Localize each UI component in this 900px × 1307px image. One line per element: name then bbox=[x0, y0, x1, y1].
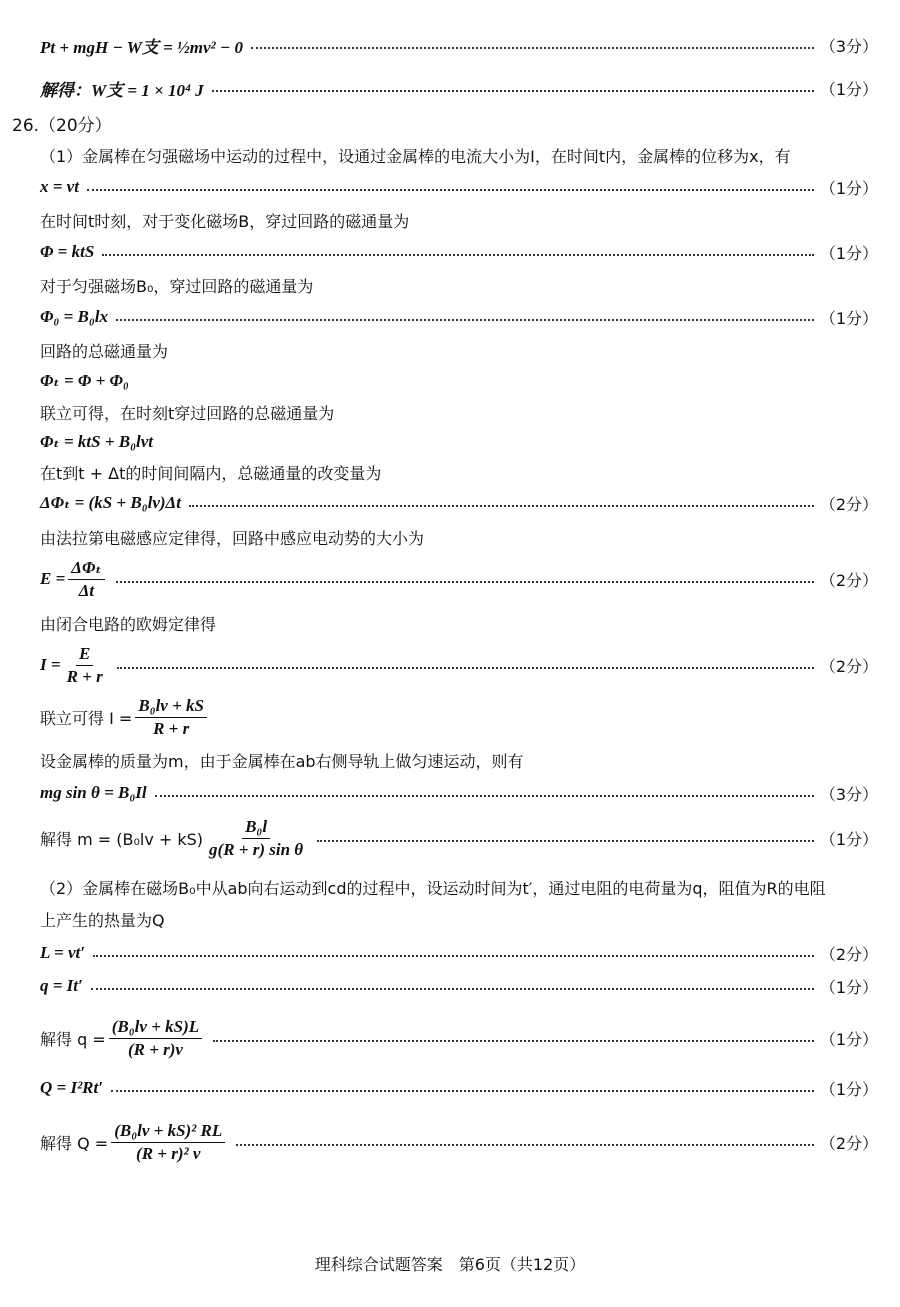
equation-phit bbox=[40, 369, 878, 393]
equation-Q-text: Q = I²Rt′ bbox=[40, 1078, 104, 1097]
combine-text: 联立可得，在时刻t穿过回路的总磁通量为 bbox=[40, 403, 335, 423]
score: （1分） bbox=[819, 178, 878, 198]
score: （2分） bbox=[819, 944, 878, 964]
fraction-Q bbox=[111, 1121, 225, 1164]
fraction-numerator: B₀l bbox=[242, 817, 270, 839]
ohm-line bbox=[40, 611, 878, 635]
equation-L bbox=[40, 941, 878, 965]
score: （2分） bbox=[819, 494, 878, 514]
faraday-line bbox=[40, 525, 878, 549]
mass-line bbox=[40, 748, 878, 772]
b0-text: 对于匀强磁场B₀，穿过回路的磁通量为 bbox=[40, 276, 314, 296]
solution-Q-left: 解得 Q = bbox=[40, 1133, 109, 1153]
fraction-numerator: E bbox=[76, 644, 93, 666]
mass-text: 设金属棒的质量为m，由于金属棒在ab右侧导轨上做匀速运动，则有 bbox=[40, 751, 524, 771]
score: （3分） bbox=[819, 784, 878, 804]
b0-text-line bbox=[40, 273, 878, 297]
faraday-text: 由法拉第电磁感应定律得，回路中感应电动势的大小为 bbox=[40, 528, 425, 548]
fraction-m bbox=[206, 817, 306, 860]
equation-energy bbox=[40, 30, 878, 60]
total-flux-text: 回路的总磁通量为 bbox=[40, 341, 169, 361]
equation-Q bbox=[40, 1076, 878, 1100]
time-moment-text-line bbox=[40, 208, 878, 232]
dot-leader bbox=[91, 988, 814, 990]
score: （2分） bbox=[819, 656, 878, 676]
score: （1分） bbox=[819, 308, 878, 328]
solution-m-left: 解得 m = (B₀lv + kS) bbox=[40, 829, 204, 849]
equation-q-text: q = It′ bbox=[40, 976, 83, 995]
part2-intro1-text: （2）金属棒在磁场B₀中从ab向右运动到cd的过程中，设运动时间为t′，通过电阻的电荷量为q，阻值为R的电阻 bbox=[40, 878, 826, 898]
dot-leader bbox=[212, 90, 814, 92]
dot-leader bbox=[111, 1090, 814, 1092]
dot-leader bbox=[213, 1040, 814, 1042]
score: （2分） bbox=[819, 1133, 878, 1153]
dot-leader bbox=[102, 254, 814, 256]
equation-i-combined bbox=[40, 694, 878, 740]
energy-equation-text: Pt + mgH − W支 = ½mv² − 0 bbox=[40, 37, 243, 57]
score: （3分） bbox=[819, 36, 878, 56]
solution-wf-text: 解得：W支 = 1 × 10⁴ J bbox=[40, 80, 204, 100]
equation-phi0 bbox=[40, 305, 878, 329]
score: （1分） bbox=[819, 829, 878, 849]
equation-phi-text: Φ = ktS bbox=[40, 242, 95, 261]
fraction-numerator: (B₀lv + kS)² RL bbox=[111, 1121, 225, 1143]
part2-intro2 bbox=[40, 907, 878, 931]
dot-leader bbox=[251, 47, 814, 49]
fraction-denominator: g(R + r) sin θ bbox=[209, 839, 304, 859]
equation-mg bbox=[40, 781, 878, 805]
equation-phi bbox=[40, 240, 878, 264]
equation-dphi-text: ΔΦₜ = (kS + B₀lv)Δt bbox=[40, 493, 181, 512]
fraction-i bbox=[64, 644, 106, 687]
fraction-i-combined bbox=[135, 696, 207, 739]
equation-e bbox=[40, 556, 878, 602]
ohm-text: 由闭合电路的欧姆定律得 bbox=[40, 614, 217, 634]
dot-leader bbox=[116, 581, 814, 583]
part1-intro bbox=[40, 143, 878, 167]
score: （1分） bbox=[819, 1029, 878, 1049]
solution-q bbox=[40, 1012, 878, 1064]
fraction-denominator: R + r bbox=[66, 666, 103, 686]
dt-line bbox=[40, 460, 878, 484]
dot-leader bbox=[117, 667, 814, 669]
solution-Q bbox=[40, 1114, 878, 1170]
equation-L-text: L = vt′ bbox=[40, 943, 85, 962]
fraction-denominator: Δt bbox=[78, 580, 95, 600]
dot-leader bbox=[317, 840, 814, 842]
dot-leader bbox=[155, 795, 814, 797]
equation-i bbox=[40, 642, 878, 688]
fraction-denominator: (R + r)v bbox=[127, 1039, 183, 1059]
score: （1分） bbox=[819, 1079, 878, 1099]
fraction-numerator: ΔΦₜ bbox=[68, 558, 104, 580]
equation-x-text: x = vt bbox=[40, 177, 79, 196]
fraction-denominator: (R + r)² v bbox=[136, 1143, 201, 1163]
equation-phi0-text: Φ₀ = B₀lx bbox=[40, 307, 109, 326]
dot-leader bbox=[116, 319, 814, 321]
score: （1分） bbox=[819, 79, 878, 99]
part2-intro2-text: 上产生的热量为Q bbox=[40, 910, 165, 930]
equation-x bbox=[40, 175, 878, 199]
solution-m bbox=[40, 814, 878, 862]
question-header: 26.（20分） bbox=[12, 116, 112, 136]
dt-text: 在t到t + Δt的时间间隔内，总磁通量的改变量为 bbox=[40, 463, 382, 483]
equation-dphi bbox=[40, 491, 878, 515]
page-footer: 理科综合试题答案 第6页（共12页） bbox=[314, 1255, 586, 1274]
fraction-numerator: (B₀lv + kS)L bbox=[109, 1017, 202, 1039]
equation-i-left: I = bbox=[40, 655, 61, 674]
combine-line bbox=[40, 400, 878, 424]
dot-leader bbox=[189, 505, 814, 507]
solution-wf bbox=[40, 76, 878, 100]
equation-i-combined-left: 联立可得 I = bbox=[40, 708, 133, 728]
equation-e-left: E = bbox=[40, 569, 66, 588]
part2-intro1 bbox=[40, 875, 878, 899]
equation-mg-text: mg sin θ = B₀Il bbox=[40, 783, 147, 802]
dot-leader bbox=[236, 1144, 814, 1146]
total-flux-line bbox=[40, 338, 878, 362]
score: （1分） bbox=[819, 977, 878, 997]
score: （2分） bbox=[819, 570, 878, 590]
fraction-e bbox=[68, 558, 104, 601]
score: （1分） bbox=[819, 243, 878, 263]
fraction-numerator: B₀lv + kS bbox=[135, 696, 207, 718]
equation-phit-text: Φₜ = Φ + Φ₀ bbox=[40, 371, 129, 390]
fraction-denominator: R + r bbox=[153, 718, 190, 738]
equation-phit2 bbox=[40, 430, 878, 454]
equation-q bbox=[40, 974, 878, 998]
dot-leader bbox=[93, 955, 814, 957]
time-moment-text: 在时间t时刻，对于变化磁场B，穿过回路的磁通量为 bbox=[40, 211, 410, 231]
part1-intro-text: （1）金属棒在匀强磁场中运动的过程中，设通过金属棒的电流大小为I，在时间t内，金属棒的位移为x，有 bbox=[40, 146, 791, 166]
solution-q-left: 解得 q = bbox=[40, 1029, 106, 1049]
fraction-q bbox=[109, 1017, 202, 1060]
dot-leader bbox=[87, 189, 814, 191]
equation-phit2-text: Φₜ = ktS + B₀lvt bbox=[40, 432, 154, 451]
